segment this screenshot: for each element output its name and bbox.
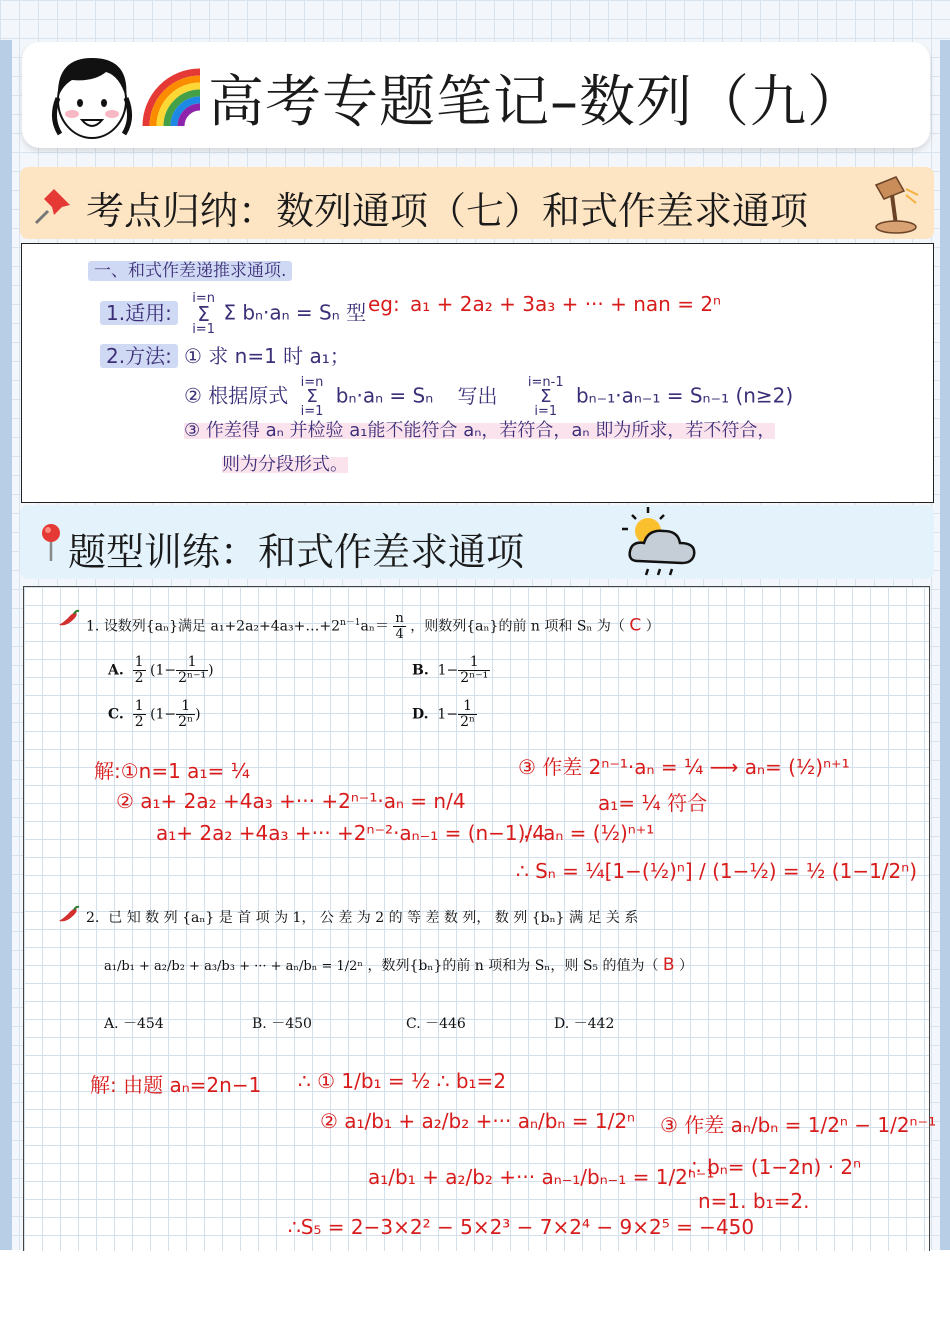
p2-solution-line2: ② a₁/b₁ + a₂/b₂ +··· aₙ/bₙ = 1/2ⁿ <box>320 1109 636 1133</box>
problem2-option-c: C. －446 <box>406 1016 466 1032</box>
p2-solution-line1b: ∴ ① 1/b₁ = ½ ∴ b₁=2 <box>298 1069 507 1093</box>
p2-solution-right2: ∴ bₙ= (1−2n) · 2ⁿ <box>688 1155 862 1179</box>
problem1-option-a: A. $\frac{1}{2}$ (1− $\frac{1}{\text{2ⁿ⁻¹}}$ ) <box>108 654 214 686</box>
notes-step2: ② 根据原式 i=n Σ i=1 bₙ·aₙ = Sₙ 写出 i=n-1 Σ i=1 bₙ₋₁·aₙ₋₁ = Sₙ₋₁ (n≥2) <box>184 375 794 419</box>
problem2-stem-line1: 2. 已 知 数 列 {aₙ} 是 首 项 为 1， 公 差 为 2 的 等 差 数 列， 数 列 {bₙ} 满 足 关 系 <box>86 910 639 926</box>
worksheet <box>23 586 937 1251</box>
title-bar <box>22 42 930 148</box>
p1-solution-right3: ∴ aₙ = (½)ⁿ⁺¹ <box>524 821 655 845</box>
notes-example-formula: a₁ + 2a₂ + 3a₃ + ··· + nan = 2ⁿ <box>410 292 722 316</box>
p1-solution-right2: a₁= ¼ 符合 <box>598 791 708 815</box>
p2-solution-line1: 解: 由题 aₙ=2n−1 <box>90 1073 262 1097</box>
p2-solution-line3: a₁/b₁ + a₂/b₂ +··· aₙ₋₁/bₙ₋₁ = 1/2ⁿ⁻¹ <box>368 1165 715 1189</box>
problem2-option-a: A. －454 <box>104 1016 164 1032</box>
problem2-stem-line2: a₁/b₁ + a₂/b₂ + a₃/b₃ + ··· + aₙ/bₙ = 1/2ⁿ ，数列{bₙ}的前 n 项和为 Sₙ，则 S₅ 的值为（ B ） <box>104 955 694 975</box>
round-pushpin-icon <box>36 521 66 565</box>
problem2-option-b: B. －450 <box>252 1016 312 1032</box>
p1-solution-line3: a₁+ 2a₂ +4a₃ +··· +2ⁿ⁻²·aₙ₋₁ = (n−1)/4 <box>156 821 545 845</box>
problem2-answer: B <box>662 955 675 975</box>
notes-step1: ① 求 n=1 时 a₁； <box>184 344 350 368</box>
p1-solution-line2: ② a₁+ 2a₂ +4a₃ +··· +2ⁿ⁻¹·aₙ = n/4 <box>116 789 466 813</box>
problem1-stem: 1. 设数列{aₙ}满足 $a_1+2a_2+4a_3+\dots+2^{n-1}a_n=$ $\frac{n}{4}$ ，则数列{aₙ}的前 n 项和 Sₙ 为（ C ） <box>86 611 660 642</box>
desk-lamp-icon <box>866 171 924 235</box>
notes-item1: 1.适用: i=n Σ i=1 Σ bₙ·aₙ = Sₙ 型 <box>100 292 366 336</box>
notes-step3-cont: 则为分段形式。 <box>222 454 348 475</box>
notes-example: eg: <box>368 292 400 316</box>
pushpin-icon <box>32 185 74 227</box>
p2-solution-final: ∴S₅ = 2−3×2² − 5×2³ − 7×2⁴ − 9×2⁵ = −450 <box>288 1215 755 1239</box>
p1-solution-right4: ∴ Sₙ = ¼[1−(½)ⁿ] / (1−½) = ½ (1−1/2ⁿ) <box>516 859 918 883</box>
section-header-key-points <box>20 167 934 239</box>
problem1-option-d: D. 1− $\frac{1}{\text{2ⁿ}}$ <box>412 698 476 730</box>
notes-box <box>21 243 934 503</box>
section-title-key-points: 考点归纳：数列通项（七）和式作差求通项 <box>86 189 809 233</box>
p1-solution-line1: 解:①n=1 a₁= ¼ <box>94 759 250 783</box>
chili-pepper-icon <box>56 609 80 629</box>
problem1-answer: C <box>629 615 642 636</box>
rainbow-icon <box>140 66 206 132</box>
p1-solution-right1: ③ 作差 2ⁿ⁻¹·aₙ = ¼ ⟶ aₙ= (½)ⁿ⁺¹ <box>518 755 850 779</box>
p2-solution-right1: ③ 作差 aₙ/bₙ = 1/2ⁿ − 1/2ⁿ⁻¹ <box>660 1113 937 1137</box>
problem1-option-b: B. 1− $\frac{1}{\text{2ⁿ⁻¹}}$ <box>412 654 489 686</box>
notes-heading: 一、和式作差递推求通项. <box>88 256 292 281</box>
page-title: 高考专题笔记–数列（九） <box>208 70 864 135</box>
problem1-option-c: C. $\frac{1}{2}$ (1− $\frac{1}{\text{2ⁿ}}$ ) <box>108 698 201 730</box>
chili-pepper-icon <box>56 905 80 925</box>
notes-step3: ③ 作差得 aₙ 并检验 a₁能不能符合 aₙ，若符合，aₙ 即为所求，若不符合， <box>184 420 776 441</box>
right-binding-edge <box>940 40 950 1250</box>
girl-avatar-icon <box>46 48 138 144</box>
notes-item2-label: 2.方法: <box>100 340 178 369</box>
section-title-practice: 题型训练：和式作差求通项 <box>68 530 525 574</box>
section-header-practice <box>20 505 934 579</box>
sun-behind-rain-cloud-icon <box>620 505 702 581</box>
left-binding-edge <box>0 40 12 1250</box>
problem2-option-d: D. －442 <box>554 1016 615 1032</box>
p2-solution-right3: n=1. b₁=2. <box>698 1189 810 1213</box>
